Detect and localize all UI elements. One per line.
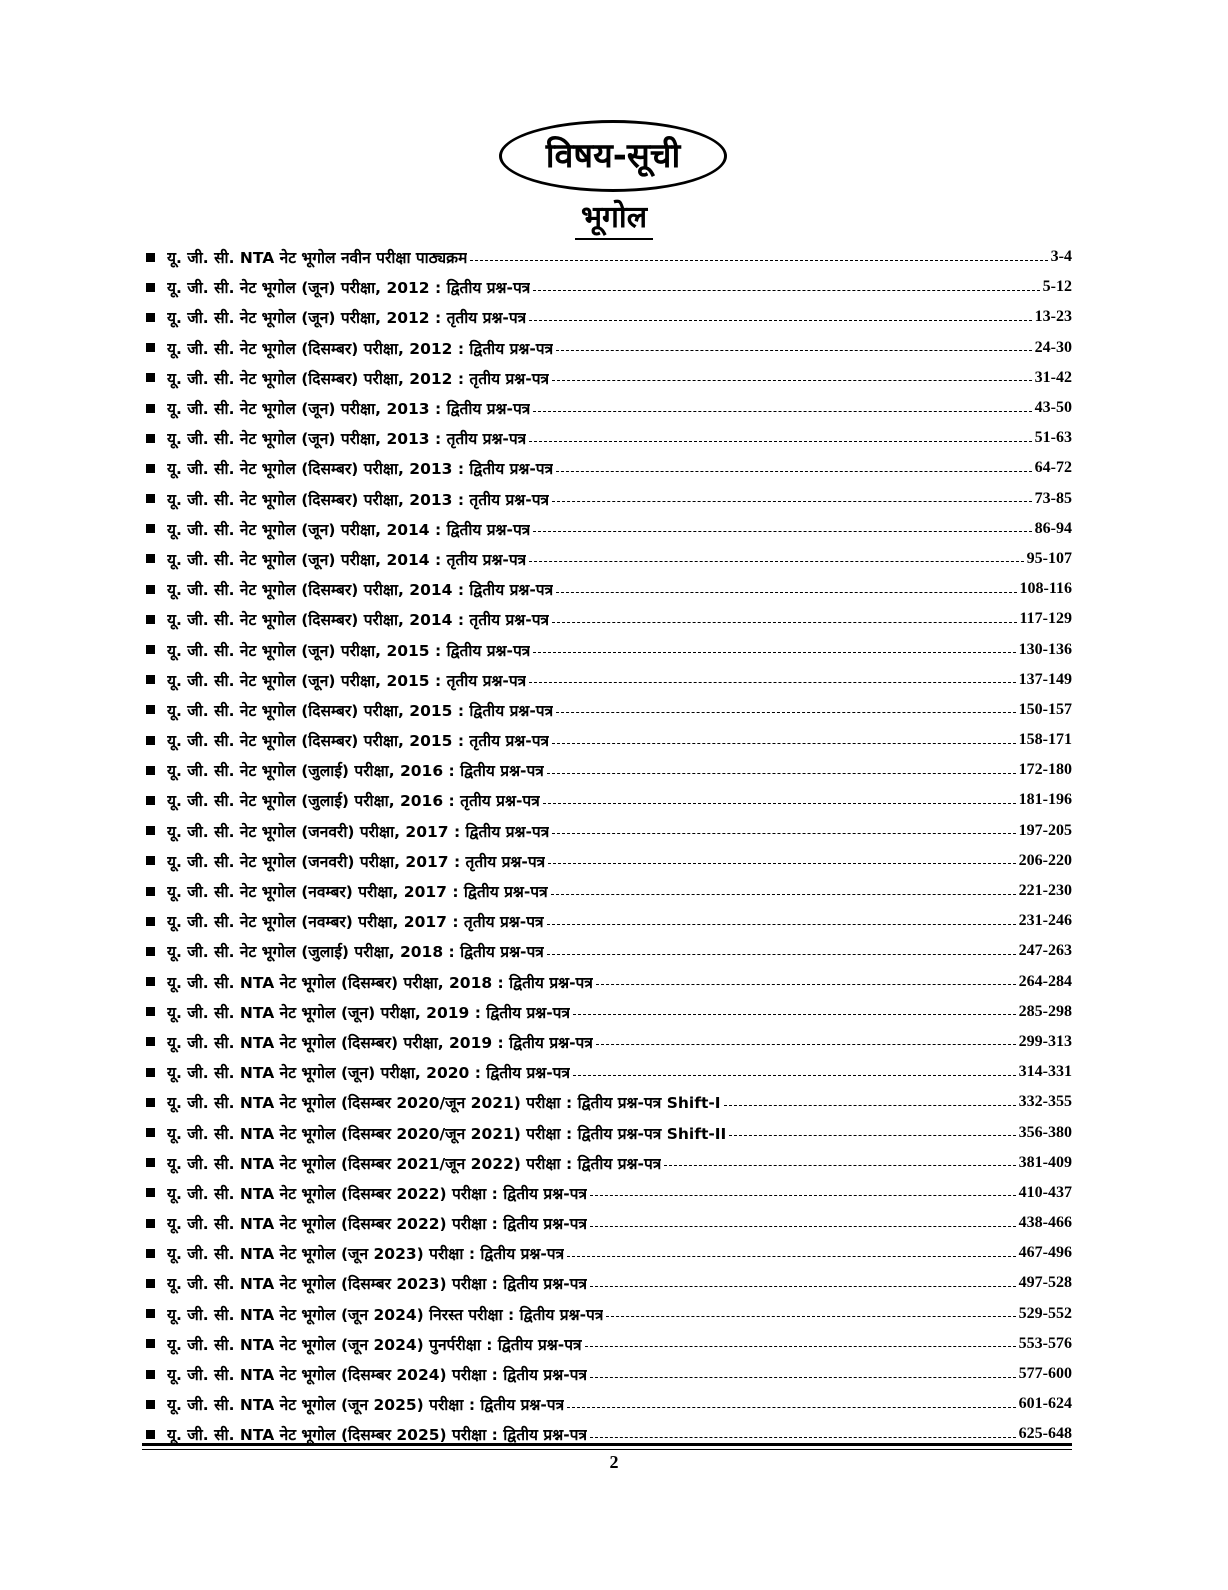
dotted-leader: [664, 1165, 1015, 1166]
toc-entry-pages: 206-220: [1018, 851, 1072, 869]
toc-entry-title: यू. जी. सी. नेट भूगोल (दिसम्बर) परीक्षा, 2014 : तृतीय प्रश्न-पत्र: [167, 611, 550, 630]
square-bullet-icon: [146, 887, 155, 896]
toc-entry-title: यू. जी. सी. नेट भूगोल (जुलाई) परीक्षा, 2018 : द्वितीय प्रश्न-पत्र: [167, 943, 544, 962]
dotted-leader: [552, 380, 1032, 381]
toc-entry[interactable]: [142, 1238, 1072, 1268]
square-bullet-icon: [146, 1430, 155, 1439]
toc-entry[interactable]: [142, 665, 1072, 695]
toc-entry-title: यू. जी. सी. NTA नेट भूगोल (दिसम्बर 2024) परीक्षा : द्वितीय प्रश्न-पत्र: [167, 1366, 588, 1385]
toc-entry-title: यू. जी. सी. नेट भूगोल (जुलाई) परीक्षा, 2016 : द्वितीय प्रश्न-पत्र: [167, 762, 544, 781]
toc-entry[interactable]: [142, 302, 1072, 332]
subject-heading-container: [0, 198, 1228, 240]
toc-entry[interactable]: [142, 846, 1072, 876]
toc-entry[interactable]: [142, 1329, 1072, 1359]
toc-entry[interactable]: [142, 725, 1072, 755]
toc-entry[interactable]: [142, 1087, 1072, 1117]
square-bullet-icon: [146, 1098, 155, 1107]
toc-entry-title: यू. जी. सी. NTA नेट भूगोल (दिसम्बर 2020/जून 2021) परीक्षा : द्वितीय प्रश्न-पत्र Shift-I: [167, 1094, 721, 1113]
dotted-leader: [529, 441, 1031, 442]
toc-entry-title: यू. जी. सी. नेट भूगोल (दिसम्बर) परीक्षा, 2013 : तृतीय प्रश्न-पत्र: [167, 490, 550, 509]
toc-entry[interactable]: [142, 906, 1072, 936]
toc-entry-pages: 95-107: [1026, 549, 1072, 567]
subject-heading: भूगोल: [575, 198, 653, 240]
square-bullet-icon: [146, 947, 155, 956]
toc-entry[interactable]: [142, 997, 1072, 1027]
square-bullet-icon: [146, 1370, 155, 1379]
dotted-leader: [552, 833, 1015, 834]
toc-entry-title: यू. जी. सी. नेट भूगोल (दिसम्बर) परीक्षा, 2015 : तृतीय प्रश्न-पत्र: [167, 732, 550, 751]
dotted-leader: [470, 260, 1047, 261]
dotted-leader: [590, 1286, 1016, 1287]
toc-entry-title: यू. जी. सी. NTA नेट भूगोल (दिसम्बर 2022) परीक्षा : द्वितीय प्रश्न-पत्र: [167, 1215, 588, 1234]
square-bullet-icon: [146, 494, 155, 503]
page-number: 2: [609, 1452, 619, 1472]
square-bullet-icon: [146, 554, 155, 563]
toc-entry[interactable]: [142, 1148, 1072, 1178]
toc-entry[interactable]: [142, 1389, 1072, 1419]
square-bullet-icon: [146, 343, 155, 352]
toc-entry-pages: 467-496: [1018, 1244, 1072, 1262]
dotted-leader: [533, 652, 1015, 653]
toc-entry-title: यू. जी. सी. नेट भूगोल (नवम्बर) परीक्षा, 2017 : द्वितीय प्रश्न-पत्र: [167, 883, 548, 902]
square-bullet-icon: [146, 705, 155, 714]
dotted-leader: [529, 320, 1031, 321]
toc-entry[interactable]: [142, 514, 1072, 544]
toc-entry-title: यू. जी. सी. NTA नेट भूगोल (जून 2024) निरस्त परीक्षा : द्वितीय प्रश्न-पत्र: [167, 1305, 604, 1324]
square-bullet-icon: [146, 373, 155, 382]
toc-entry-pages: 86-94: [1034, 519, 1072, 537]
toc-entry-pages: 625-648: [1018, 1425, 1072, 1443]
footer-rule-thin: [142, 1449, 1072, 1450]
toc-entry[interactable]: [142, 967, 1072, 997]
toc-entry-pages: 130-136: [1018, 640, 1072, 658]
toc-entry-title: यू. जी. सी. NTA नेट भूगोल (जून) परीक्षा, 2019 : द्वितीय प्रश्न-पत्र: [167, 1003, 571, 1022]
toc-entry-title: यू. जी. सी. नेट भूगोल (जून) परीक्षा, 2012 : तृतीय प्रश्न-पत्र: [167, 309, 527, 328]
toc-entry-title: यू. जी. सी. नेट भूगोल (जून) परीक्षा, 2014 : तृतीय प्रश्न-पत्र: [167, 550, 527, 569]
toc-entry-title: यू. जी. सी. NTA नेट भूगोल (जून) परीक्षा, 2020 : द्वितीय प्रश्न-पत्र: [167, 1064, 571, 1083]
dotted-leader: [552, 501, 1032, 502]
toc-entry[interactable]: [142, 544, 1072, 574]
dotted-leader: [729, 1135, 1015, 1136]
dotted-leader: [552, 743, 1016, 744]
toc-entry-pages: 117-129: [1019, 610, 1072, 628]
dotted-leader: [573, 1075, 1016, 1076]
toc-entry[interactable]: [142, 695, 1072, 725]
dotted-leader: [567, 1256, 1016, 1257]
dotted-leader: [556, 350, 1032, 351]
toc-entry-title: यू. जी. सी. नेट भूगोल (दिसम्बर) परीक्षा, 2015 : द्वितीय प्रश्न-पत्र: [167, 701, 554, 720]
dotted-leader: [552, 622, 1016, 623]
toc-entry-pages: 3-4: [1050, 248, 1072, 266]
toc-entry-pages: 247-263: [1018, 942, 1072, 960]
toc-entry-pages: 497-528: [1018, 1274, 1072, 1292]
toc-entry-title: यू. जी. सी. NTA नेट भूगोल (दिसम्बर 2021/जून 2022) परीक्षा : द्वितीय प्रश्न-पत्र: [167, 1154, 662, 1173]
dotted-leader: [529, 561, 1023, 562]
toc-entry-title: यू. जी. सी. नेट भूगोल (जून) परीक्षा, 2015 : तृतीय प्रश्न-पत्र: [167, 671, 527, 690]
footer-rule: [142, 1443, 1072, 1446]
toc-entry-pages: 438-466: [1018, 1214, 1072, 1232]
toc-entry-title: यू. जी. सी. NTA नेट भूगोल (दिसम्बर) परीक्षा, 2019 : द्वितीय प्रश्न-पत्र: [167, 1033, 593, 1052]
toc-entry-pages: 158-171: [1018, 731, 1072, 749]
toc-entry-pages: 553-576: [1018, 1334, 1072, 1352]
dotted-leader: [547, 773, 1016, 774]
toc-entry-pages: 137-149: [1018, 670, 1072, 688]
square-bullet-icon: [146, 585, 155, 594]
square-bullet-icon: [146, 1068, 155, 1077]
toc-entry-pages: 410-437: [1018, 1183, 1072, 1201]
square-bullet-icon: [146, 796, 155, 805]
square-bullet-icon: [146, 1339, 155, 1348]
dotted-leader: [548, 863, 1015, 864]
dotted-leader: [567, 1407, 1016, 1408]
toc-entry[interactable]: [142, 755, 1072, 785]
toc-entry[interactable]: [142, 333, 1072, 363]
square-bullet-icon: [146, 464, 155, 473]
square-bullet-icon: [146, 253, 155, 262]
toc-entry-title: यू. जी. सी. NTA नेट भूगोल (दिसम्बर) परीक्षा, 2018 : द्वितीय प्रश्न-पत्र: [167, 973, 593, 992]
dotted-leader: [551, 894, 1016, 895]
square-bullet-icon: [146, 917, 155, 926]
toc-entry-title: यू. जी. सी. NTA नेट भूगोल (जून 2023) परीक्षा : द्वितीय प्रश्न-पत्र: [167, 1245, 565, 1264]
square-bullet-icon: [146, 313, 155, 322]
toc-entry[interactable]: [142, 1359, 1072, 1389]
toc-entry[interactable]: [142, 1027, 1072, 1057]
toc-entry-pages: 51-63: [1034, 429, 1072, 447]
square-bullet-icon: [146, 1309, 155, 1318]
dotted-leader: [596, 1044, 1016, 1045]
toc-entry[interactable]: [142, 484, 1072, 514]
toc-entry-title: यू. जी. सी. नेट भूगोल (जनवरी) परीक्षा, 2017 : तृतीय प्रश्न-पत्र: [167, 852, 546, 871]
table-of-contents: [142, 242, 1072, 1450]
toc-entry-pages: 285-298: [1018, 1002, 1072, 1020]
toc-entry-pages: 381-409: [1018, 1153, 1072, 1171]
toc-entry-pages: 356-380: [1018, 1123, 1072, 1141]
dotted-leader: [547, 924, 1016, 925]
square-bullet-icon: [146, 1219, 155, 1228]
toc-entry-title: यू. जी. सी. NTA नेट भूगोल (जून 2024) पुनर्परीक्षा : द्वितीय प्रश्न-पत्र: [167, 1335, 582, 1354]
toc-entry-pages: 172-180: [1018, 761, 1072, 779]
square-bullet-icon: [146, 1249, 155, 1258]
title-oval: [499, 120, 727, 192]
dotted-leader: [606, 1316, 1015, 1317]
toc-entry[interactable]: [142, 816, 1072, 846]
toc-entry-title: यू. जी. सी. NTA नेट भूगोल (जून 2025) परीक्षा : द्वितीय प्रश्न-पत्र: [167, 1396, 565, 1415]
toc-entry-title: यू. जी. सी. नेट भूगोल (जनवरी) परीक्षा, 2017 : द्वितीय प्रश्न-पत्र: [167, 822, 550, 841]
toc-entry-title: यू. जी. सी. नेट भूगोल (दिसम्बर) परीक्षा, 2013 : द्वितीय प्रश्न-पत्र: [167, 460, 554, 479]
square-bullet-icon: [146, 404, 155, 413]
toc-entry[interactable]: [142, 876, 1072, 906]
square-bullet-icon: [146, 1188, 155, 1197]
toc-entry[interactable]: [142, 936, 1072, 966]
toc-entry-title: यू. जी. सी. NTA नेट भूगोल (दिसम्बर 2023) परीक्षा : द्वितीय प्रश्न-पत्र: [167, 1275, 588, 1294]
square-bullet-icon: [146, 645, 155, 654]
square-bullet-icon: [146, 1007, 155, 1016]
dotted-leader: [585, 1346, 1016, 1347]
toc-entry[interactable]: [142, 634, 1072, 664]
toc-entry-title: यू. जी. सी. NTA नेट भूगोल नवीन परीक्षा पाठ्यक्रम: [167, 249, 468, 268]
toc-entry[interactable]: [142, 453, 1072, 483]
toc-entry-pages: 314-331: [1018, 1063, 1072, 1081]
square-bullet-icon: [146, 524, 155, 533]
dotted-leader: [724, 1105, 1016, 1106]
toc-entry-pages: 299-313: [1018, 1032, 1072, 1050]
square-bullet-icon: [146, 977, 155, 986]
dotted-leader: [533, 531, 1031, 532]
square-bullet-icon: [146, 1400, 155, 1409]
dotted-leader: [556, 592, 1016, 593]
dotted-leader: [590, 1195, 1016, 1196]
dotted-leader: [533, 411, 1031, 412]
square-bullet-icon: [146, 1158, 155, 1167]
dotted-leader: [543, 803, 1016, 804]
toc-entry[interactable]: [142, 242, 1072, 272]
toc-entry-title: यू. जी. सी. NTA नेट भूगोल (दिसम्बर 2022) परीक्षा : द्वितीय प्रश्न-पत्र: [167, 1184, 588, 1203]
toc-entry-title: यू. जी. सी. नेट भूगोल (जून) परीक्षा, 2013 : तृतीय प्रश्न-पत्र: [167, 430, 527, 449]
toc-entry-title: यू. जी. सी. नेट भूगोल (नवम्बर) परीक्षा, 2017 : तृतीय प्रश्न-पत्र: [167, 913, 544, 932]
toc-entry-title: यू. जी. सी. NTA नेट भूगोल (दिसम्बर 2020/जून 2021) परीक्षा : द्वितीय प्रश्न-पत्र Shift-II: [167, 1124, 727, 1143]
square-bullet-icon: [146, 1037, 155, 1046]
dotted-leader: [590, 1226, 1016, 1227]
toc-entry[interactable]: [142, 1117, 1072, 1147]
dotted-leader: [573, 1014, 1016, 1015]
toc-entry[interactable]: [142, 1268, 1072, 1298]
toc-entry-title: यू. जी. सी. नेट भूगोल (दिसम्बर) परीक्षा, 2012 : द्वितीय प्रश्न-पत्र: [167, 339, 554, 358]
toc-entry-title: यू. जी. सी. नेट भूगोल (दिसम्बर) परीक्षा, 2012 : तृतीय प्रश्न-पत्र: [167, 369, 550, 388]
dotted-leader: [590, 1377, 1016, 1378]
toc-entry-pages: 31-42: [1034, 368, 1072, 386]
toc-entry-pages: 221-230: [1018, 882, 1072, 900]
toc-entry[interactable]: [142, 574, 1072, 604]
toc-entry-pages: 13-23: [1034, 308, 1072, 326]
square-bullet-icon: [146, 736, 155, 745]
toc-entry[interactable]: [142, 1299, 1072, 1329]
square-bullet-icon: [146, 826, 155, 835]
dotted-leader: [556, 471, 1032, 472]
toc-entry-title: यू. जी. सी. नेट भूगोल (जून) परीक्षा, 2013 : द्वितीय प्रश्न-पत्र: [167, 400, 531, 419]
toc-entry[interactable]: [142, 423, 1072, 453]
toc-entry[interactable]: [142, 1208, 1072, 1238]
toc-entry-pages: 231-246: [1018, 912, 1072, 930]
square-bullet-icon: [146, 1279, 155, 1288]
toc-entry[interactable]: [142, 363, 1072, 393]
toc-entry-pages: 24-30: [1034, 338, 1072, 356]
square-bullet-icon: [146, 766, 155, 775]
dotted-leader: [596, 984, 1016, 985]
toc-entry-title: यू. जी. सी. नेट भूगोल (जून) परीक्षा, 2012 : द्वितीय प्रश्न-पत्र: [167, 279, 531, 298]
toc-entry-pages: 64-72: [1034, 459, 1072, 477]
toc-entry-pages: 332-355: [1018, 1093, 1072, 1111]
square-bullet-icon: [146, 856, 155, 865]
toc-entry[interactable]: [142, 1057, 1072, 1087]
toc-entry-pages: 5-12: [1042, 278, 1072, 296]
toc-entry[interactable]: [142, 272, 1072, 302]
toc-entry-title: यू. जी. सी. नेट भूगोल (जून) परीक्षा, 2014 : द्वितीय प्रश्न-पत्र: [167, 520, 531, 539]
toc-entry[interactable]: [142, 393, 1072, 423]
dotted-leader: [529, 682, 1015, 683]
square-bullet-icon: [146, 675, 155, 684]
toc-entry-title: यू. जी. सी. NTA नेट भूगोल (दिसम्बर 2025) परीक्षा : द्वितीय प्रश्न-पत्र: [167, 1426, 588, 1445]
toc-entry-pages: 181-196: [1018, 791, 1072, 809]
toc-entry-pages: 150-157: [1018, 700, 1072, 718]
toc-entry-pages: 108-116: [1019, 580, 1072, 598]
toc-entry-pages: 197-205: [1018, 821, 1072, 839]
toc-entry-pages: 601-624: [1018, 1395, 1072, 1413]
dotted-leader: [590, 1437, 1016, 1438]
toc-entry[interactable]: [142, 604, 1072, 634]
dotted-leader: [547, 954, 1016, 955]
page-title: विषय-सूची: [545, 136, 681, 176]
toc-entry[interactable]: [142, 1178, 1072, 1208]
toc-entry-pages: 264-284: [1018, 972, 1072, 990]
square-bullet-icon: [146, 434, 155, 443]
dotted-leader: [556, 712, 1016, 713]
toc-entry[interactable]: [142, 785, 1072, 815]
toc-entry-pages: 529-552: [1018, 1304, 1072, 1322]
toc-entry-pages: 577-600: [1018, 1365, 1072, 1383]
toc-entry-title: यू. जी. सी. नेट भूगोल (जुलाई) परीक्षा, 2016 : तृतीय प्रश्न-पत्र: [167, 792, 540, 811]
toc-entry-title: यू. जी. सी. नेट भूगोल (दिसम्बर) परीक्षा, 2014 : द्वितीय प्रश्न-पत्र: [167, 581, 554, 600]
toc-entry-pages: 43-50: [1034, 399, 1072, 417]
dotted-leader: [533, 290, 1039, 291]
square-bullet-icon: [146, 283, 155, 292]
toc-entry-pages: 73-85: [1034, 489, 1072, 507]
square-bullet-icon: [146, 615, 155, 624]
toc-entry-title: यू. जी. सी. नेट भूगोल (जून) परीक्षा, 2015 : द्वितीय प्रश्न-पत्र: [167, 641, 531, 660]
square-bullet-icon: [146, 1128, 155, 1137]
